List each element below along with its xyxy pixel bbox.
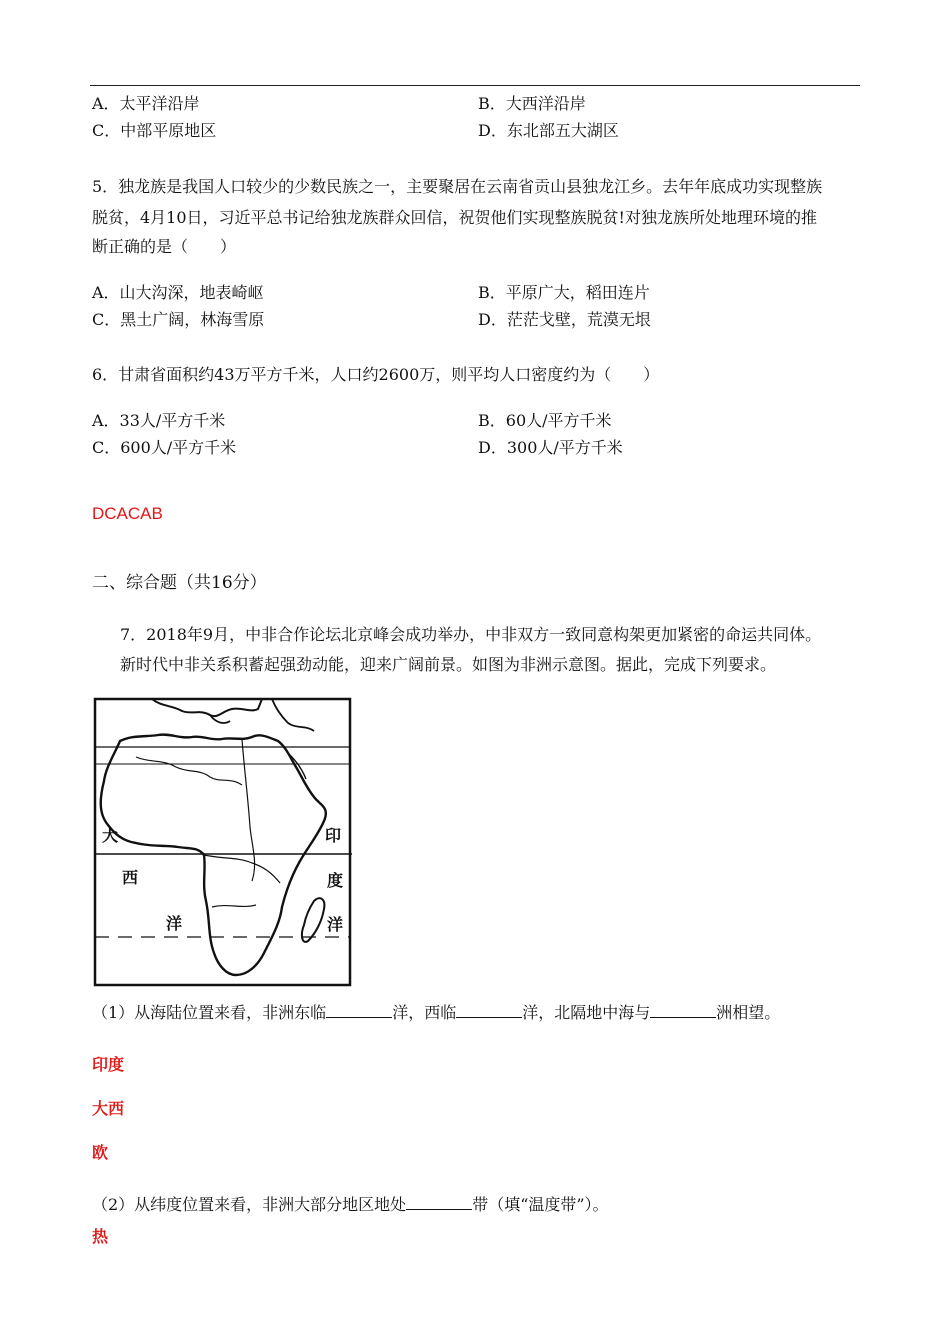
- answer-key: DCACAB: [92, 504, 163, 523]
- map-label-yang-right: 洋: [327, 915, 344, 934]
- q7-stem-line1: 7．2018年9月，中非合作论坛北京峰会成功举办，中非双方一致同意构架更加紧密的命运共同体。: [120, 625, 822, 644]
- q6-option-a: A．33人/平方千米: [92, 411, 226, 430]
- q7-stem-line2: 新时代中非关系积蓄起强劲动能，迎来广阔前景。如图为非洲示意图。据此，完成下列要求。: [120, 655, 777, 674]
- blank-1: [326, 1003, 392, 1018]
- map-label-da: 大: [102, 826, 119, 845]
- q7-sub1-part-d: 洲相望。: [716, 1003, 781, 1022]
- q4-option-b: B．大西洋沿岸: [478, 94, 586, 113]
- q6-option-c: C．600人/平方千米: [92, 438, 237, 457]
- q7-sub2-answer-1: 热: [92, 1227, 109, 1246]
- q7-sub2-part-a: （2）从纬度位置来看，非洲大部分地区地处: [92, 1195, 407, 1214]
- blank-4: [406, 1195, 472, 1210]
- q7-sub1-answer-1: 印度: [92, 1055, 125, 1074]
- q7-sub1: [92, 1002, 780, 1024]
- map-label-yin: 印: [325, 826, 342, 845]
- q5-stem-line1: 5．独龙族是我国人口较少的少数民族之一，主要聚居在云南省贡山县独龙江乡。去年年底成功实现整族: [92, 177, 823, 196]
- map-label-xi: 西: [122, 868, 139, 887]
- q6-option-d: D．300人/平方千米: [478, 438, 623, 457]
- q7-sub1-answer-3: 欧: [92, 1143, 109, 1162]
- q4-option-d: D．东北部五大湖区: [478, 121, 619, 140]
- q5-stem-line3: 断正确的是（ ）: [92, 237, 237, 256]
- map-label-yang-left: 洋: [166, 914, 183, 933]
- blank-3: [650, 1003, 716, 1018]
- map-label-du: 度: [327, 871, 344, 890]
- q6-option-b: B．60人/平方千米: [478, 411, 612, 430]
- q5-option-d: D．茫茫戈壁，荒漠无垠: [478, 310, 651, 329]
- section-title: 二、综合题（共16分）: [92, 573, 267, 593]
- q4-option-a: A．太平洋沿岸: [92, 94, 200, 113]
- q5-option-c: C．黑土广阔，林海雪原: [92, 310, 265, 329]
- blank-2: [456, 1003, 522, 1018]
- q7-sub2: [92, 1194, 609, 1216]
- q4-option-c: C．中部平原地区: [92, 121, 217, 140]
- q5-stem-line2: 脱贫，4月10日，习近平总书记给独龙族群众回信，祝贺他们实现整族脱贫!对独龙族所处地理环境的推: [92, 208, 817, 227]
- q7-sub1-part-b: 洋，西临: [392, 1003, 457, 1022]
- q7-sub1-part-c: 洋，北隔地中海与: [522, 1003, 651, 1022]
- q5-option-a: A．山大沟深，地表崎岖: [92, 283, 264, 302]
- q7-sub1-answer-2: 大西: [92, 1099, 125, 1118]
- africa-map: [92, 697, 352, 987]
- q6-stem: 6．甘肃省面积约43万平方千米，人口约2600万，则平均人口密度约为（ ）: [92, 365, 660, 384]
- q7-sub1-part-a: （1）从海陆位置来看，非洲东临: [92, 1003, 327, 1022]
- q5-option-b: B．平原广大，稻田连片: [478, 283, 650, 302]
- q7-sub2-part-b: 带（填“温度带”）。: [472, 1195, 609, 1214]
- header-rule: [90, 85, 860, 86]
